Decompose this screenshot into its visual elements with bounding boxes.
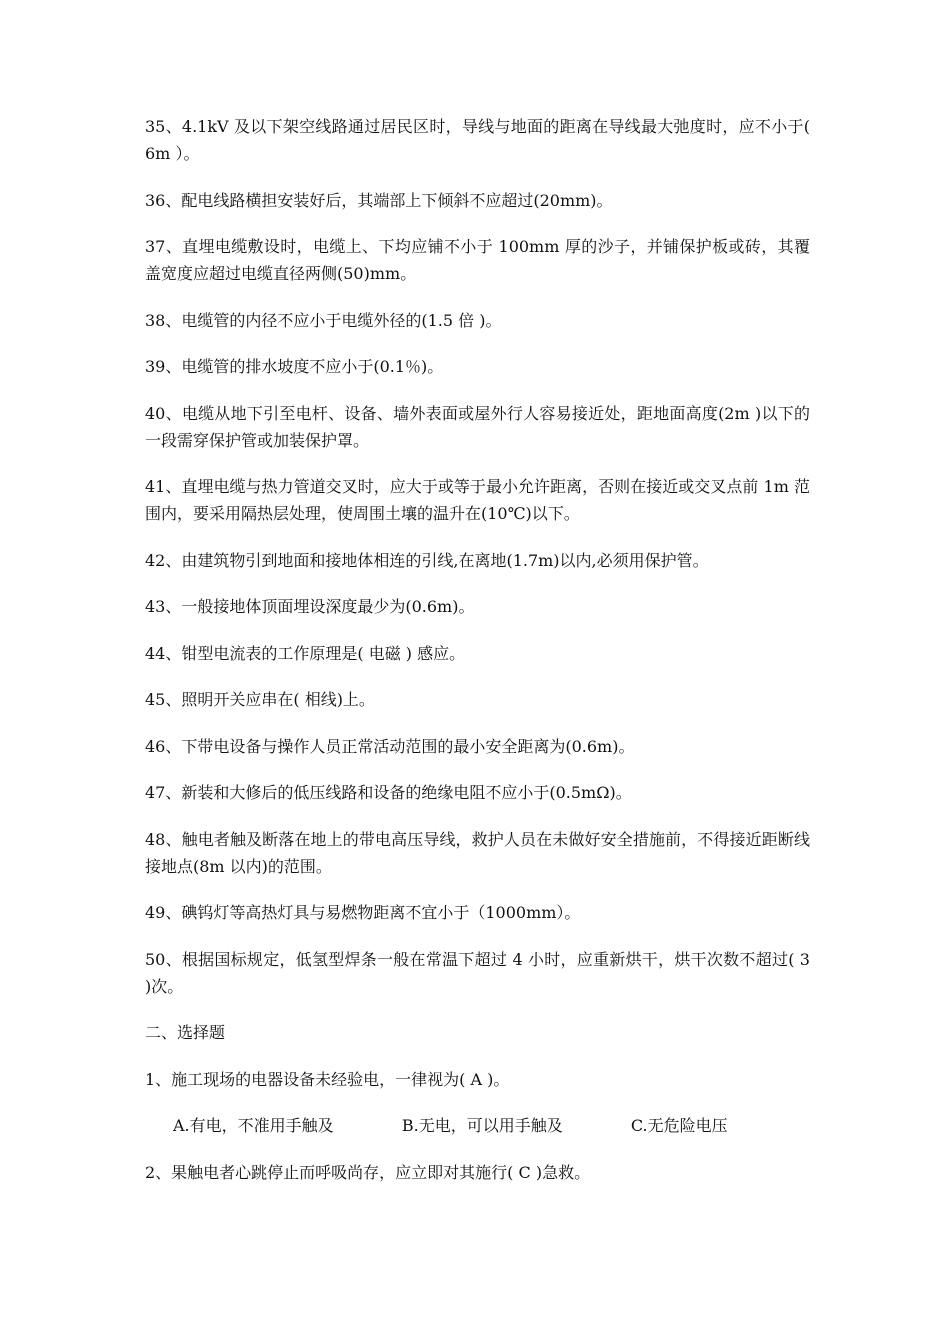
question-43: 43、一般接地体顶面埋设深度最少为(0.6m)。 [145, 597, 475, 616]
section-title: 二、选择题 [145, 1023, 226, 1042]
question-44: 44、钳型电流表的工作原理是( 电磁 ) 感应。 [145, 643, 466, 663]
question-47: 47、新装和大修后的低压线路和设备的绝缘电阻不应小于(0.5mΩ)。 [145, 783, 632, 802]
choice-question-1-options [145, 1112, 810, 1139]
question-40: 40、电缆从地下引至电杆、设备、墙外表面或屋外行人容易接近处，距地面高度(2m )以下的一段需穿保护管或加装保护罩。 [145, 403, 810, 450]
question-49: 49、碘钨灯等高热灯具与易燃物距离不宜小于（1000mm）。 [145, 903, 581, 922]
question-42: 42、由建筑物引到地面和接地体相连的引线,在离地(1.7m)以内,必须用保护管。 [145, 550, 709, 570]
question-39: 39、电缆管的排水坡度不应小于(0.1％)。 [145, 357, 444, 376]
question-35: 35、4.1kV 及以下架空线路通过居民区时，导线与地面的距离在导线最大弛度时，应不小于( 6m ）。 [145, 117, 827, 163]
option-c: C.无危险电压 [630, 1116, 728, 1135]
question-46: 46、下带电设备与操作人员正常活动范围的最小安全距离为(0.6m)。 [145, 736, 635, 756]
document-body [145, 113, 827, 1205]
question-45: 45、照明开关应串在( 相线)上。 [145, 690, 375, 709]
option-a: A.有电，不准用手触及 [173, 1116, 334, 1135]
question-38: 38、电缆管的内径不应小于电缆外径的(1.5 倍 )。 [145, 310, 502, 330]
question-50: 50、根据国标规定，低氢型焊条一般在常温下超过 4 小时，应重新烘干，烘干次数不超过( 3 )次。 [145, 949, 810, 996]
question-36: 36、配电线路横担安装好后，其端部上下倾斜不应超过(20mm)。 [145, 190, 613, 210]
choice-question-1: 1、施工现场的电器设备未经验电，一律视为( A )。 [145, 1069, 510, 1089]
option-b: B.无电，可以用手触及 [401, 1116, 563, 1135]
choice-question-2: 2、果触电者心跳停止而呼吸尚存，应立即对其施行( C )急救。 [145, 1162, 591, 1182]
question-48: 48、触电者触及断落在地上的带电高压导线，救护人员在未做好安全措施前，不得接近距断线接地点(8m 以内)的范围。 [145, 829, 810, 876]
question-37: 37、直埋电缆敷设时，电缆上、下均应铺不小于 100mm 厚的沙子，并铺保护板或砖，其覆盖宽度应超过电缆直径两侧(50)mm。 [145, 237, 810, 283]
question-41: 41、直埋电缆与热力管道交叉时，应大于或等于最小允许距离，否则在接近或交叉点前 1m 范围内，要采用隔热层处理，使周围土壤的温升在(10℃)以下。 [145, 477, 810, 523]
